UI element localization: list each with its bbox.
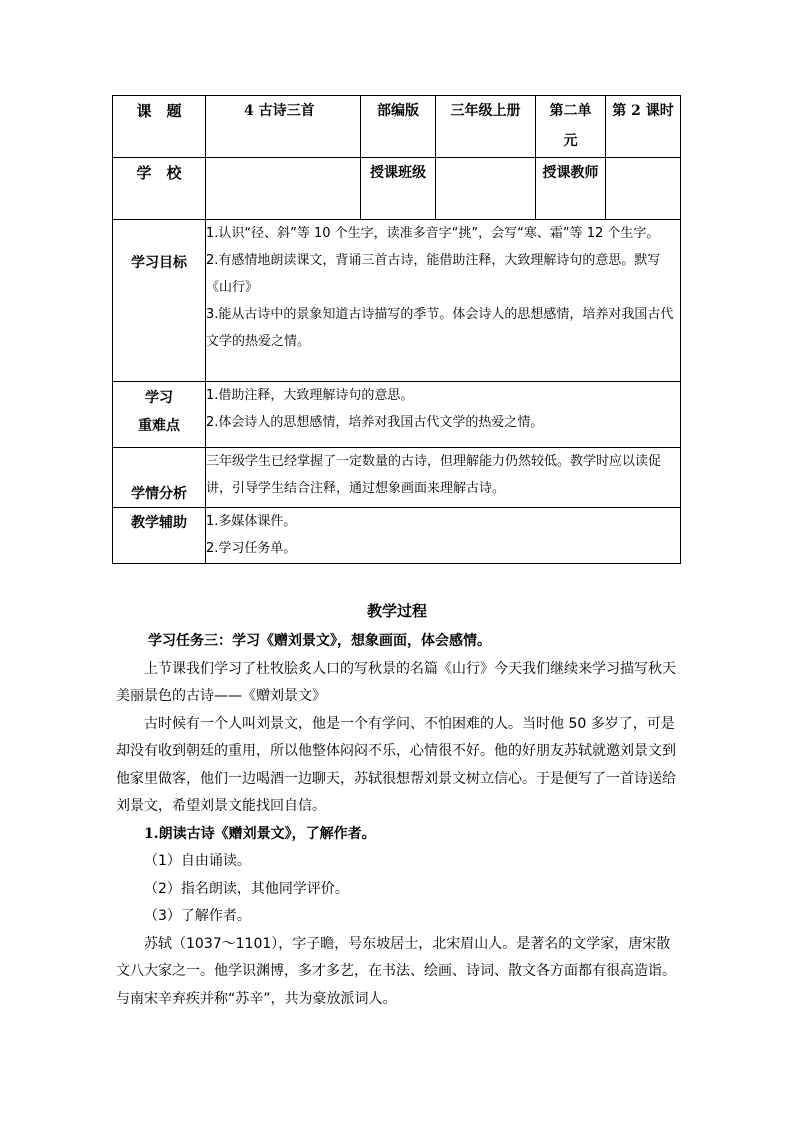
teacher-label: 授课教师 (536, 158, 606, 220)
objective-item: 2.有感情地朗读课文，背诵三首古诗，能借助注释，大致理解诗句的意思。默写《山行》 (206, 253, 661, 295)
unit-cell: 第二单元 (536, 96, 606, 158)
intro-paragraph: 上节课我们学习了杜牧脍炙人口的写秋景的名篇《山行》今天我们继续来学习描写秋天美丽景色的古诗——《赠刘景文》 (116, 660, 676, 704)
objectives-label: 学习目标 (113, 220, 206, 382)
table-row (113, 220, 681, 382)
analysis-text: 三年级学生已经掌握了一定数量的古诗，但理解能力仍然较低。教学时应以读促讲，引导学生结合注释，通过想象画面来理解古诗。 (206, 454, 662, 496)
aid-item: 2.学习任务单。 (206, 541, 297, 556)
story-paragraph: 古时候有一个人叫刘景文，他是一个有学问、不怕困难的人。当时他 50 多岁了，可是却没有收到朝廷的重用，所以他整体闷闷不乐，心情很不好。他的好朋友苏轼就邀刘景文到他家里做客，他们一边喝酒一边聊天，苏轼很想帮刘景文树立信心。于是便写了一首诗送给刘景文，希望刘景文能找回自信。 (116, 715, 676, 814)
objective-item: 1.认识“径、斜”等 10 个生字，读准多音字“挑”，会写“寒、霜”等 12 个生字。 (206, 226, 660, 241)
topic-label: 课 题 (113, 96, 206, 158)
key-points-label-line2: 重难点 (138, 418, 180, 434)
period-cell: 第 2 课时 (606, 96, 681, 158)
school-value (206, 158, 361, 220)
edition-cell: 部编版 (361, 96, 436, 158)
task-heading: 学习任务三：学习《赠刘景文》，想象画面，体会感情。 (148, 633, 491, 649)
sub-step: （3）了解作者。 (144, 908, 251, 924)
table-row (113, 96, 681, 158)
key-point-item: 2.体会诗人的思想感情，培养对我国古代文学的热爱之情。 (206, 415, 544, 430)
class-label: 授课班级 (361, 158, 436, 220)
table-row (113, 382, 681, 448)
school-label: 学 校 (113, 158, 206, 220)
class-value (436, 158, 536, 220)
analysis-label: 学情分析 (113, 448, 206, 508)
grade-cell: 三年级上册 (436, 96, 536, 158)
sub-step: （1）自由诵读。 (144, 853, 251, 869)
process-title: 教学过程 (366, 602, 427, 620)
table-row (113, 448, 681, 508)
step-heading: 1.朗读古诗《赠刘景文》，了解作者。 (144, 825, 376, 842)
key-points-label-line1: 学习 (145, 390, 173, 406)
objectives-cell (206, 220, 681, 382)
author-paragraph: 苏轼（1037～1101），字子瞻，号东坡居士，北宋眉山人。是著名的文学家，唐宋散文八大家之一。他学识渊博，多才多艺，在书法、绘画、诗词、散文各方面都有很高造诣。与南宋辛弃疾并称“苏辛”，共为豪放派词人。 (116, 935, 676, 1007)
key-points-label (113, 382, 206, 448)
teacher-value (606, 158, 681, 220)
analysis-cell (206, 448, 681, 508)
key-point-item: 1.借助注释，大致理解诗句的意思。 (206, 388, 414, 403)
table-row (113, 158, 681, 220)
table-row (113, 508, 681, 564)
objective-item: 3.能从古诗中的景象知道古诗描写的季节。体会诗人的思想感情，培养对我国古代文学的热爱之情。 (206, 307, 674, 349)
aids-label: 教学辅助 (113, 508, 206, 564)
lesson-info-table (112, 95, 681, 564)
key-points-cell (206, 382, 681, 448)
process-body (116, 628, 678, 1013)
aid-item: 1.多媒体课件。 (206, 514, 297, 529)
sub-step: （2）指名朗读，其他同学评价。 (144, 880, 349, 897)
lesson-title: 4 古诗三首 (206, 96, 361, 158)
aids-cell (206, 508, 681, 564)
